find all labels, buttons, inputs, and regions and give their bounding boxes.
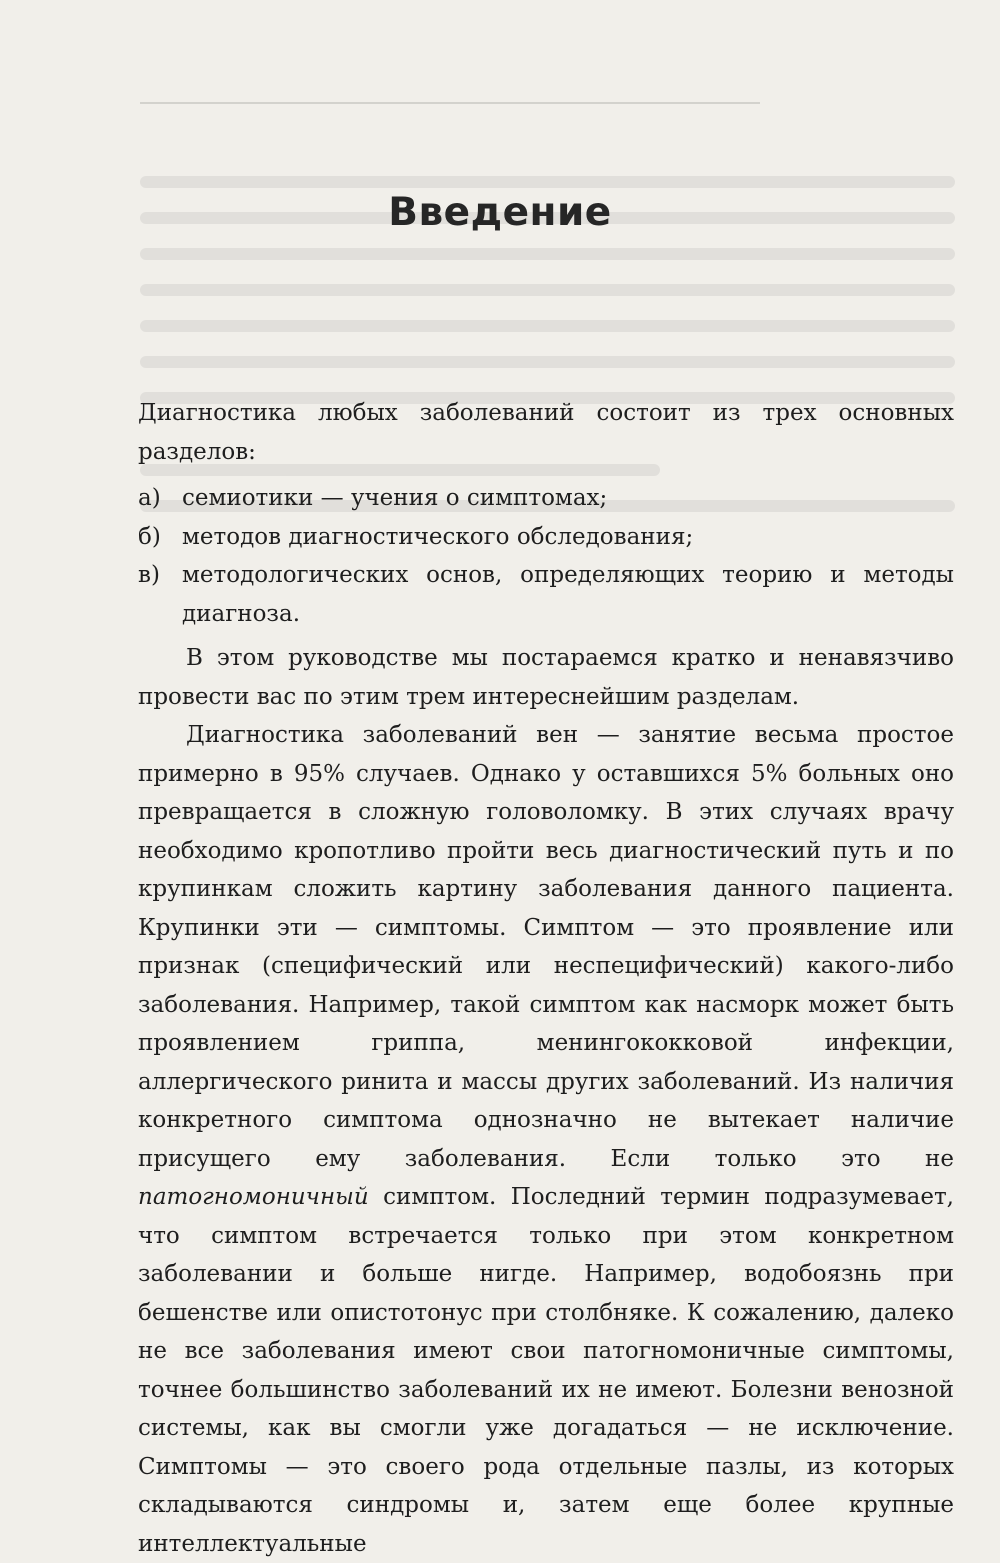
list-marker: в) [138,562,160,588]
list-item-text: семиотики — учения о симптомах; [182,485,608,511]
body-text [138,394,954,1563]
ghost-header-rule [140,102,760,104]
ghost-line [140,248,955,260]
list-item-text: методов диагностического обследования; [182,523,694,550]
ghost-line [140,320,955,332]
list-item [138,479,954,518]
list-marker: б) [138,523,161,550]
ghost-line [140,356,955,368]
sections-list [138,479,954,633]
paragraph-guide: В этом руководстве мы постараемся кратко и ненавязчиво провести вас по этим трем интереснейшим разделам. [138,645,954,710]
ghost-line [140,284,955,296]
ghost-line [140,176,955,188]
list-item-text: методологических основ, определяющих теорию и методы диагноза. [182,562,954,627]
list-marker: а) [138,485,161,511]
paragraph-diagnostics [138,716,954,1563]
intro-paragraph: Диагностика любых заболеваний состоит из трех основных разделов: [138,400,954,465]
paragraph-text-before: Диагностика заболеваний вен — занятие весьма простое примерно в 95% случаев. Однако у оставшихся 5% больных оно превращается в сложную головоломку. В этих случаях врачу необходимо кропотливо пройти весь диагностический путь и по крупинкам сложить картину заболевания данного пациента. Крупинки эти — симптомы. Симптом — это проявление или признак (специфический или неспецифический) какого-либо заболевания. Например, такой симптом как насморк может быть проявлением гриппа, менингококковой инфекции, аллергического ринита и массы других заболеваний. Из наличия конкретного симптома однозначно не вытекает наличие присущего ему заболевания. Если только это не [138,722,954,1172]
list-item [138,518,954,557]
emphasized-term: патогномоничный [138,1184,369,1210]
paragraph-text-after: симптом. Последний термин подразумевает, что симптом встречается только при этом конкретном заболевании и больше нигде. Например, водобоязнь при бешенстве или опистотонус при столбняке. К сожалению, далеко не все заболевания имеют свои патогномоничные симптомы, точнее большинство заболеваний их не имеют. Болезни венозной системы, как вы смогли уже догадаться — не исключение. Симптомы — это своего рода отдельные пазлы, из которых складываются синдромы и, затем еще более крупные интеллектуальные [138,1184,954,1557]
page-title: Введение [388,190,612,235]
list-item [138,556,954,633]
